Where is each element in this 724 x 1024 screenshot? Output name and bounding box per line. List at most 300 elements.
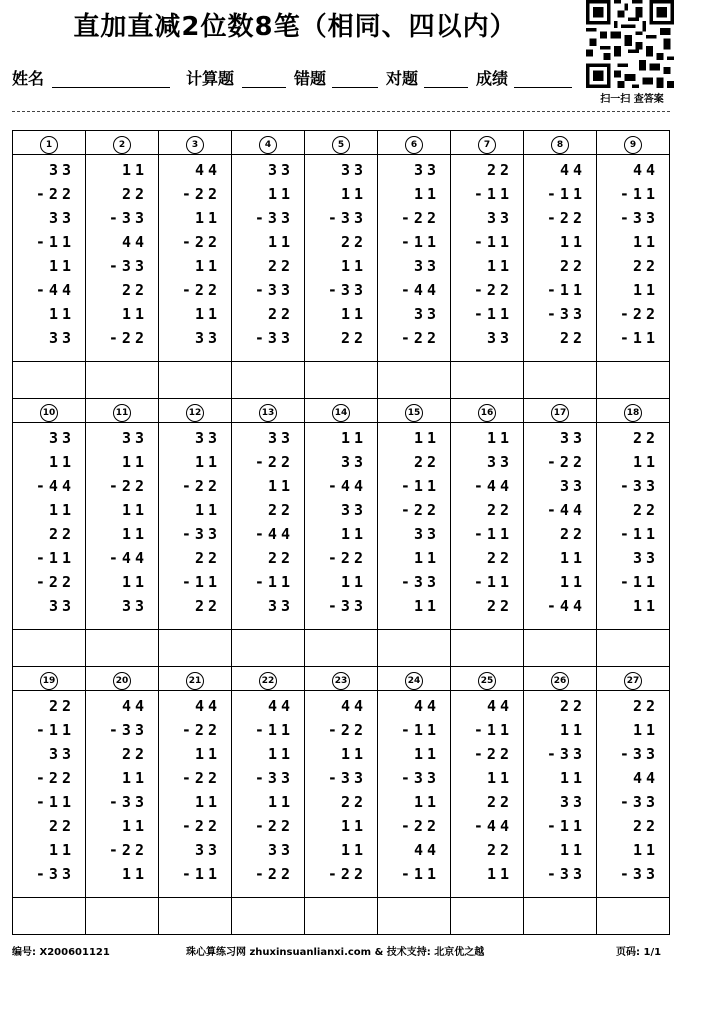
problem-value: 44 [194, 161, 221, 179]
problem-value: 11 [559, 573, 586, 591]
problem-value: 22 [340, 233, 367, 251]
problem-value: 33 [340, 453, 367, 471]
problem-value: 11 [48, 453, 75, 471]
problem-cell [13, 423, 86, 630]
problem-value: 44 [340, 697, 367, 715]
problem-value: 11 [194, 501, 221, 519]
answer-cell[interactable] [305, 630, 378, 667]
problem-value: 22 [632, 817, 659, 835]
cut-line [12, 111, 670, 112]
problem-number: 2 [113, 136, 131, 154]
problem-number: 10 [40, 404, 58, 422]
problem-value: 44 [267, 697, 294, 715]
problem-number: 18 [624, 404, 642, 422]
problem-value: 22 [486, 161, 513, 179]
problem-value: 33 [413, 305, 440, 323]
problem-value: 11 [486, 865, 513, 883]
problem-value: 22 [48, 697, 75, 715]
problem-value: -22 [473, 281, 513, 299]
problem-value: 11 [413, 185, 440, 203]
problem-number: 12 [186, 404, 204, 422]
problem-value: -11 [619, 329, 659, 347]
answer-cell[interactable] [232, 898, 305, 935]
problem-number-cell [13, 399, 86, 423]
problem-value: 11 [121, 573, 148, 591]
problem-value: -22 [400, 329, 440, 347]
problem-value: 33 [267, 429, 294, 447]
problem-value: 22 [340, 793, 367, 811]
problem-value: 44 [632, 161, 659, 179]
answer-cell[interactable] [378, 362, 451, 399]
problem-number: 13 [259, 404, 277, 422]
problem-value: 44 [632, 769, 659, 787]
answer-cell[interactable] [232, 362, 305, 399]
problem-value: 44 [413, 697, 440, 715]
problem-number-cell [451, 399, 524, 423]
problem-value: 33 [559, 793, 586, 811]
problem-value: 22 [413, 453, 440, 471]
problem-value: 11 [632, 597, 659, 615]
answer-cell[interactable] [159, 898, 232, 935]
problem-value: 11 [121, 769, 148, 787]
problem-value: -44 [400, 281, 440, 299]
problem-value: 33 [48, 329, 75, 347]
problem-cell [86, 691, 159, 898]
problem-value: 44 [559, 161, 586, 179]
problem-number: 4 [259, 136, 277, 154]
footer-page: 页码: 1/1 [616, 947, 662, 958]
problem-value: 11 [340, 185, 367, 203]
problem-value: 22 [486, 793, 513, 811]
score-label: 成绩 [476, 69, 509, 88]
problem-value: -44 [327, 477, 367, 495]
answer-cell[interactable] [451, 362, 524, 399]
problem-value: -11 [400, 865, 440, 883]
problem-cell [451, 423, 524, 630]
count-field[interactable] [242, 87, 286, 88]
answer-cell[interactable] [524, 630, 597, 667]
problem-value: 11 [194, 305, 221, 323]
problem-number-cell [86, 667, 159, 691]
problem-number-cell [159, 399, 232, 423]
problem-value: 22 [267, 549, 294, 567]
problem-value: -11 [473, 721, 513, 739]
problem-number-cell [86, 131, 159, 155]
problem-value: 33 [48, 597, 75, 615]
page-title: 直加直减2位数8笔（相同、四以内） [73, 12, 517, 42]
wrong-field[interactable] [332, 87, 378, 88]
problem-value: 33 [559, 477, 586, 495]
problem-number: 7 [478, 136, 496, 154]
problem-value: 11 [121, 865, 148, 883]
problem-number-cell [305, 399, 378, 423]
problem-value: 44 [486, 697, 513, 715]
problem-value: -22 [546, 453, 586, 471]
problem-value: 22 [632, 429, 659, 447]
problem-value: -22 [35, 769, 75, 787]
problem-value: -11 [254, 573, 294, 591]
problem-cell [159, 155, 232, 362]
problem-value: -33 [619, 745, 659, 763]
problem-value: -11 [35, 233, 75, 251]
problem-value: 11 [632, 281, 659, 299]
problem-number: 8 [551, 136, 569, 154]
problem-value: 44 [194, 697, 221, 715]
problem-number-cell [305, 667, 378, 691]
problem-value: -11 [400, 477, 440, 495]
problem-cell [305, 155, 378, 362]
problem-value: -22 [400, 501, 440, 519]
problem-value: 33 [194, 429, 221, 447]
problem-value: -33 [619, 209, 659, 227]
name-label: 姓名 [12, 69, 45, 88]
problem-value: 22 [48, 817, 75, 835]
problem-value: -22 [473, 745, 513, 763]
score-field[interactable] [514, 87, 572, 88]
problem-value: -22 [181, 281, 221, 299]
problem-number: 17 [551, 404, 569, 422]
problem-value: -22 [108, 477, 148, 495]
answer-cell[interactable] [597, 630, 670, 667]
problem-cell [232, 691, 305, 898]
problem-value: -33 [108, 257, 148, 275]
problem-value: 33 [194, 841, 221, 859]
problem-number: 22 [259, 672, 277, 690]
problem-cell [305, 691, 378, 898]
answer-cell[interactable] [597, 362, 670, 399]
right-field[interactable] [424, 87, 468, 88]
problem-value: 11 [559, 721, 586, 739]
answer-cell[interactable] [13, 630, 86, 667]
problem-value: -44 [108, 549, 148, 567]
problem-value: 11 [121, 817, 148, 835]
problem-value: -11 [546, 281, 586, 299]
problem-value: -33 [546, 745, 586, 763]
problem-cell [86, 155, 159, 362]
problem-cell [524, 423, 597, 630]
problem-number: 19 [40, 672, 58, 690]
problem-value: -11 [400, 721, 440, 739]
problem-cell [13, 155, 86, 362]
problem-value: -33 [108, 209, 148, 227]
problem-value: 11 [559, 841, 586, 859]
problem-value: 11 [194, 257, 221, 275]
problem-value: -33 [546, 865, 586, 883]
problem-value: -11 [546, 817, 586, 835]
problem-number: 25 [478, 672, 496, 690]
problem-value: -33 [254, 769, 294, 787]
problem-value: 11 [559, 549, 586, 567]
problem-value: 33 [48, 745, 75, 763]
problem-value: 33 [486, 329, 513, 347]
answer-cell[interactable] [451, 630, 524, 667]
problem-value: 11 [48, 501, 75, 519]
problem-value: 11 [486, 257, 513, 275]
answer-cell[interactable] [159, 362, 232, 399]
problem-value: -11 [619, 573, 659, 591]
problem-value: 11 [194, 745, 221, 763]
problem-value: -22 [254, 453, 294, 471]
problem-number-cell [232, 131, 305, 155]
problem-value: 22 [267, 305, 294, 323]
problem-value: 33 [267, 841, 294, 859]
problem-number-cell [597, 399, 670, 423]
problem-value: -33 [254, 281, 294, 299]
problem-value: 11 [340, 817, 367, 835]
problem-value: 22 [486, 841, 513, 859]
problem-number: 1 [40, 136, 58, 154]
problem-number: 15 [405, 404, 423, 422]
answer-cell[interactable] [524, 898, 597, 935]
answer-cell[interactable] [305, 898, 378, 935]
problem-value: 11 [413, 793, 440, 811]
problem-value: -22 [181, 477, 221, 495]
problem-number-cell [524, 131, 597, 155]
problem-value: -33 [108, 721, 148, 739]
answer-cell[interactable] [378, 898, 451, 935]
problem-value: -44 [473, 817, 513, 835]
problem-value: -22 [181, 721, 221, 739]
problem-value: -11 [35, 793, 75, 811]
problem-value: -11 [181, 865, 221, 883]
problem-value: -33 [619, 477, 659, 495]
problem-value: 22 [632, 257, 659, 275]
right-label: 对题 [386, 69, 419, 88]
problem-value: -11 [473, 573, 513, 591]
answer-cell[interactable] [86, 362, 159, 399]
problem-number-cell [13, 131, 86, 155]
problem-value: -11 [473, 185, 513, 203]
answer-cell[interactable] [378, 630, 451, 667]
answer-cell[interactable] [305, 362, 378, 399]
problem-value: -11 [473, 233, 513, 251]
problem-value: -44 [546, 501, 586, 519]
problem-cell [597, 423, 670, 630]
problem-number: 3 [186, 136, 204, 154]
problem-cell [378, 423, 451, 630]
answer-cell[interactable] [86, 630, 159, 667]
problem-value: -22 [546, 209, 586, 227]
problem-number-cell [451, 131, 524, 155]
problem-value: 33 [267, 161, 294, 179]
problem-value: -22 [254, 865, 294, 883]
problem-value: 11 [632, 453, 659, 471]
problem-cell [524, 155, 597, 362]
problem-number-cell [597, 667, 670, 691]
problem-value: -33 [400, 769, 440, 787]
problem-number-cell [13, 667, 86, 691]
problem-value: 11 [340, 305, 367, 323]
problem-number: 5 [332, 136, 350, 154]
count-label: 计算题 [186, 69, 235, 88]
problem-value: 33 [48, 209, 75, 227]
problem-value: -22 [400, 817, 440, 835]
problem-value: 11 [413, 745, 440, 763]
problem-value: 11 [121, 501, 148, 519]
answer-cell[interactable] [597, 898, 670, 935]
problem-value: -22 [181, 817, 221, 835]
problem-number-cell [451, 667, 524, 691]
problem-value: 22 [559, 257, 586, 275]
problem-value: -22 [619, 305, 659, 323]
problem-value: -33 [108, 793, 148, 811]
problem-cell [597, 155, 670, 362]
problem-value: -11 [473, 305, 513, 323]
answer-cell[interactable] [86, 898, 159, 935]
problem-value: 33 [632, 549, 659, 567]
problem-value: -22 [181, 185, 221, 203]
problem-value: 11 [194, 793, 221, 811]
problem-value: 22 [559, 329, 586, 347]
problem-value: -11 [619, 525, 659, 543]
problem-value: 22 [121, 281, 148, 299]
problem-value: 11 [413, 549, 440, 567]
problem-number-cell [524, 667, 597, 691]
problem-value: 11 [121, 525, 148, 543]
answer-cell[interactable] [13, 898, 86, 935]
problem-value: -22 [35, 573, 75, 591]
problem-value: -22 [35, 185, 75, 203]
problem-value: -33 [327, 281, 367, 299]
footer-code: 编号: X200601121 [12, 947, 110, 958]
problem-value: 22 [559, 697, 586, 715]
problem-value: -33 [546, 305, 586, 323]
problem-value: 11 [413, 429, 440, 447]
problem-value: 22 [121, 185, 148, 203]
problem-cell [13, 691, 86, 898]
problem-number: 21 [186, 672, 204, 690]
problem-value: -22 [108, 841, 148, 859]
problem-value: 22 [194, 549, 221, 567]
problem-value: 33 [48, 161, 75, 179]
problem-number-cell [159, 667, 232, 691]
problem-value: 11 [340, 841, 367, 859]
problem-value: 11 [486, 769, 513, 787]
problem-number-cell [305, 131, 378, 155]
answer-cell[interactable] [451, 898, 524, 935]
problem-value: 11 [121, 305, 148, 323]
problem-number-cell [232, 667, 305, 691]
problem-value: 44 [121, 233, 148, 251]
answer-cell[interactable] [232, 630, 305, 667]
problem-cell [159, 423, 232, 630]
problem-value: 22 [267, 257, 294, 275]
answer-cell[interactable] [13, 362, 86, 399]
problem-number-cell [378, 399, 451, 423]
problem-value: 11 [340, 573, 367, 591]
problem-value: -22 [327, 549, 367, 567]
problem-value: 11 [413, 597, 440, 615]
problem-value: 33 [340, 501, 367, 519]
problem-value: 22 [486, 501, 513, 519]
problem-value: 33 [486, 453, 513, 471]
problem-value: -33 [327, 209, 367, 227]
problem-value: -11 [473, 525, 513, 543]
wrong-label: 错题 [294, 69, 327, 88]
problem-value: -33 [400, 573, 440, 591]
answer-cell[interactable] [159, 630, 232, 667]
problem-value: 11 [194, 453, 221, 471]
problem-value: -22 [400, 209, 440, 227]
problem-value: 11 [632, 233, 659, 251]
problem-value: -33 [619, 793, 659, 811]
problem-number-cell [378, 667, 451, 691]
student-info-bar [12, 66, 592, 90]
problem-number-cell [232, 399, 305, 423]
problem-value: 11 [48, 305, 75, 323]
problem-value: 22 [194, 597, 221, 615]
problem-value: 33 [413, 525, 440, 543]
problem-number: 23 [332, 672, 350, 690]
problem-grid [12, 130, 670, 935]
problem-value: 22 [48, 525, 75, 543]
problem-value: -11 [35, 721, 75, 739]
problem-value: 11 [632, 721, 659, 739]
problem-value: 11 [267, 185, 294, 203]
problem-number-cell [524, 399, 597, 423]
problem-value: 33 [121, 597, 148, 615]
problem-value: 11 [340, 257, 367, 275]
problem-cell [451, 155, 524, 362]
problem-value: -33 [254, 209, 294, 227]
problem-value: 33 [121, 429, 148, 447]
name-field[interactable] [52, 87, 170, 88]
problem-value: 22 [632, 501, 659, 519]
problem-value: 22 [486, 597, 513, 615]
problem-value: -33 [181, 525, 221, 543]
problem-cell [305, 423, 378, 630]
problem-cell [378, 155, 451, 362]
problem-value: -44 [35, 477, 75, 495]
problem-value: 11 [267, 233, 294, 251]
footer-site: 珠心算练习网 zhuxinsuanlianxi.com & 技术支持: 北京优之越 [186, 947, 485, 958]
problem-value: 33 [48, 429, 75, 447]
qr-code-icon[interactable] [586, 0, 674, 88]
problem-value: 11 [340, 745, 367, 763]
problem-value: 11 [194, 209, 221, 227]
problem-value: -11 [400, 233, 440, 251]
problem-number-cell [86, 399, 159, 423]
problem-value: -33 [35, 865, 75, 883]
qr-caption: 扫一扫 查答案 [600, 94, 664, 105]
problem-value: 44 [413, 841, 440, 859]
problem-value: 11 [121, 453, 148, 471]
problem-cell [524, 691, 597, 898]
answer-cell[interactable] [524, 362, 597, 399]
problem-value: -22 [327, 865, 367, 883]
problem-cell [451, 691, 524, 898]
problem-number: 20 [113, 672, 131, 690]
problem-value: -33 [327, 597, 367, 615]
problem-value: 33 [340, 161, 367, 179]
problem-value: -22 [254, 817, 294, 835]
problem-cell [159, 691, 232, 898]
problem-number: 27 [624, 672, 642, 690]
problem-value: -33 [619, 865, 659, 883]
problem-value: 33 [194, 329, 221, 347]
problem-value: -44 [546, 597, 586, 615]
problem-value: 33 [267, 597, 294, 615]
problem-value: 11 [267, 793, 294, 811]
problem-value: 22 [121, 745, 148, 763]
problem-value: 33 [486, 209, 513, 227]
problem-value: 11 [48, 841, 75, 859]
problem-value: 11 [559, 233, 586, 251]
problem-cell [232, 155, 305, 362]
problem-value: 22 [340, 329, 367, 347]
problem-number: 26 [551, 672, 569, 690]
problem-number: 6 [405, 136, 423, 154]
